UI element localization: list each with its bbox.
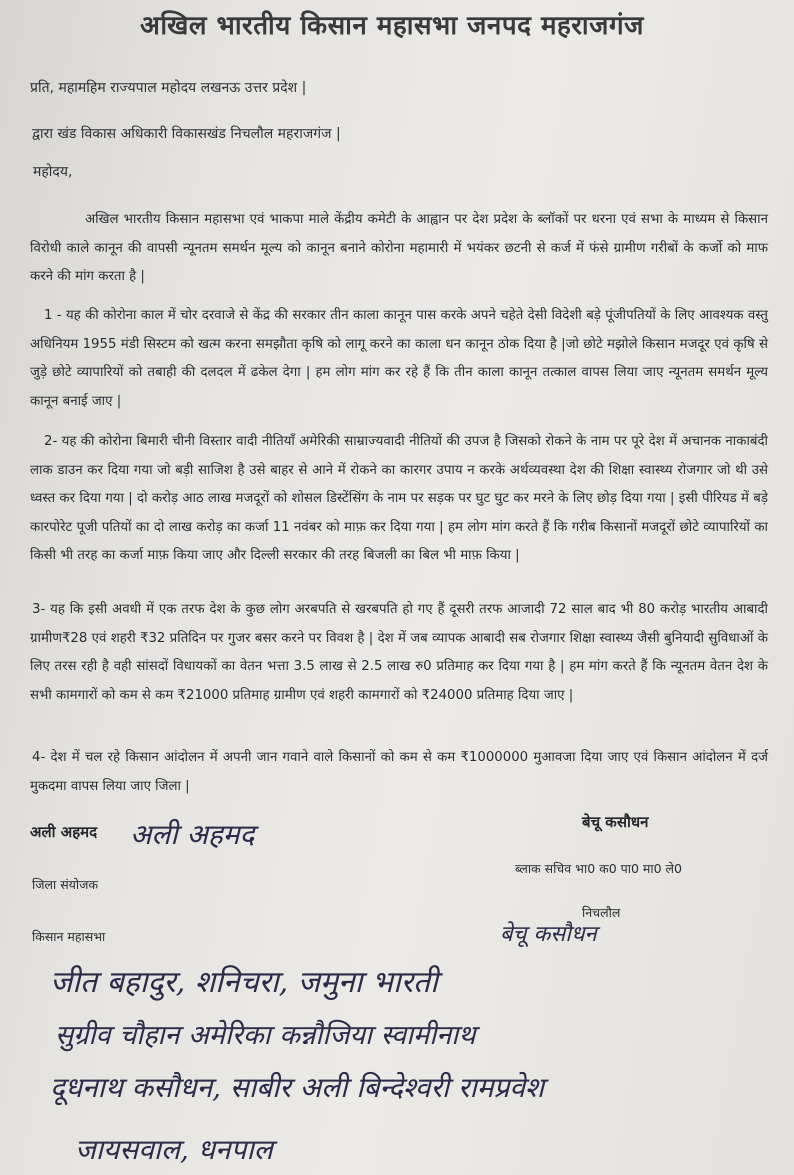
handwritten-names-line-1: जीत बहादुर, शनिचरा, जमुना भारती bbox=[50, 965, 438, 1000]
right-signatory-name: बेचू कसौधन bbox=[582, 813, 649, 831]
demand-point-2: 2- यह की कोरोना बिमारी चीनी विस्तार वादी नीतियाँ अमेरिकी साम्राज्यवादी नीतियों की उपज है जिसको रोकने के नाम पर पूरे देश में अचानक नाकाबंदी लाक डाउन कर दिया गया जो बड़ी साजिश है उसे बाहर से आने में रोकने का कारगर उपाय न करके अर्थव्यवस्था देश की शिक्षा स्वास्थ्य रोजगार जो थी उसे ध्वस्त कर दिया गया | दो करोड़ आठ लाख मजदूरों को शोसल डिस्टेंसिंग के नाम पर सड़क पर घुट घुट कर मरने के लिए छोड़ दिया गया | इसी पीरियड में बड़े कारपोरेट पूजी पतियों का दो लाख करोड़ का कर्जा 11 नवंबर को माफ़ कर दिया गया | हम लोग मांग करते हैं कि गरीब किसानों मजदूरों छोटे व्यापारियों का किसी भी तरह का कर्जा माफ़ किया जाए और दिल्ली सरकार की तरह बिजली का बिल भी माफ़ किया | bbox=[30, 434, 768, 563]
left-signatory-name: अली अहमद bbox=[30, 823, 98, 841]
intro-paragraph: अखिल भारतीय किसान महासभा एवं भाकपा माले केंद्रीय कमेटी के आह्वान पर देश प्रदेश के ब्लॉकों पर धरना एवं सभा के माध्यम से किसान विरोधी काले कानून की वापसी न्यूनतम समर्थन मूल्य को कानून बनाने कोरोना महामारी में भयंकर छटनी से कर्ज में फंसे ग्रामीण गरीबों के कर्जो को माफ करने की मांग करता है | bbox=[30, 212, 768, 284]
handwritten-names-line-3: दूधनाथ कसौधन, साबीर अली बिन्देश्वरी रामप्रवेश bbox=[50, 1071, 545, 1104]
addressee-line: प्रति, महामहिम राज्यपाल महोदय लखनऊ उत्तर प्रदेश | bbox=[30, 80, 307, 96]
handwritten-names-line-4: जायसवाल, धनपाल bbox=[75, 1133, 273, 1166]
demand-point-3: 3- यह कि इसी अवधी में एक तरफ देश के कुछ लोग अरबपति से खरबपति हो गए हैं दूसरी तरफ आजादी 72 साल बाद भी 80 करोड़ भारतीय आबादी ग्रामीण₹28 एवं शहरी ₹32 प्रतिदिन पर गुजर बसर करने पर विवश है | देश में जब व्यापक आबादी सब रोजगार शिक्षा स्वास्थ्य जैसी बुनियादी सुविधाओं के लिए तरस रही है वही सांसदों विधायकों का वेतन भत्ता 3.5 लाख से 2.5 लाख रु0 प्रतिमाह कर दिया गया है | हम मांग करते हैं कि न्यूनतम वेतन देश के सभी कामगारों को कम से कम ₹21000 प्रतिमाह ग्रामीण एवं शहरी कामगारों को ₹24000 प्रतिमाह दिया जाए | bbox=[30, 602, 768, 703]
left-signatory-designation: जिला संयोजक bbox=[32, 877, 99, 892]
right-handwritten-signature: बेचू कसौधन bbox=[500, 922, 597, 947]
demand-point-4: 4- देश में चल रहे किसान आंदोलन में अपनी जान गवाने वाले किसानों को कम से कम ₹1000000 मुआवजा दिया जाए एवं किसान आंदोलन में दर्ज मुकदमा वापस लिया जाए जिला | bbox=[30, 750, 768, 794]
handwritten-names-line-2: सुग्रीव चौहान अमेरिका कन्नौजिया स्वामीनाथ bbox=[55, 1020, 476, 1051]
left-signatory-org: किसान महासभा bbox=[32, 929, 106, 944]
demand-point-1: 1 - यह की कोरोना काल में चोर दरवाजे से केंद्र की सरकार तीन काला कानून पास करके अपने चहेते देसी विदेशी बड़े पूंजीपतियों के लिए आवश्यक वस्तु अधिनियम 1955 मंडी सिस्टम को खत्म करना समझौता कृषि को लागू करने का काला धन कानून ठोक दिया है |जो छोटे मझोले किसान मजदूर एवं कृषि से जुड़े छोटे व्यापारियों को तबाही की दलदल में ढकेल देगा | हम लोग मांग कर रहे हैं कि तीन काला कानून तत्काल वापस लिया जाए न्यूनतम समर्थन मूल्य कानून बनाई जाए | bbox=[30, 308, 768, 409]
left-handwritten-signature: अली अहमद bbox=[130, 818, 255, 851]
right-signatory-place: निचलौल bbox=[582, 905, 621, 920]
salutation: महोदय, bbox=[33, 164, 73, 180]
letter-title: अखिल भारतीय किसान महासभा जनपद महराजगंज bbox=[140, 11, 644, 41]
via-line: द्वारा खंड विकास अधिकारी विकासखंड निचलौल महराजगंज | bbox=[32, 126, 341, 142]
right-signatory-designation: ब्लाक सचिव भा0 क0 पा0 मा0 ले0 bbox=[515, 861, 682, 876]
